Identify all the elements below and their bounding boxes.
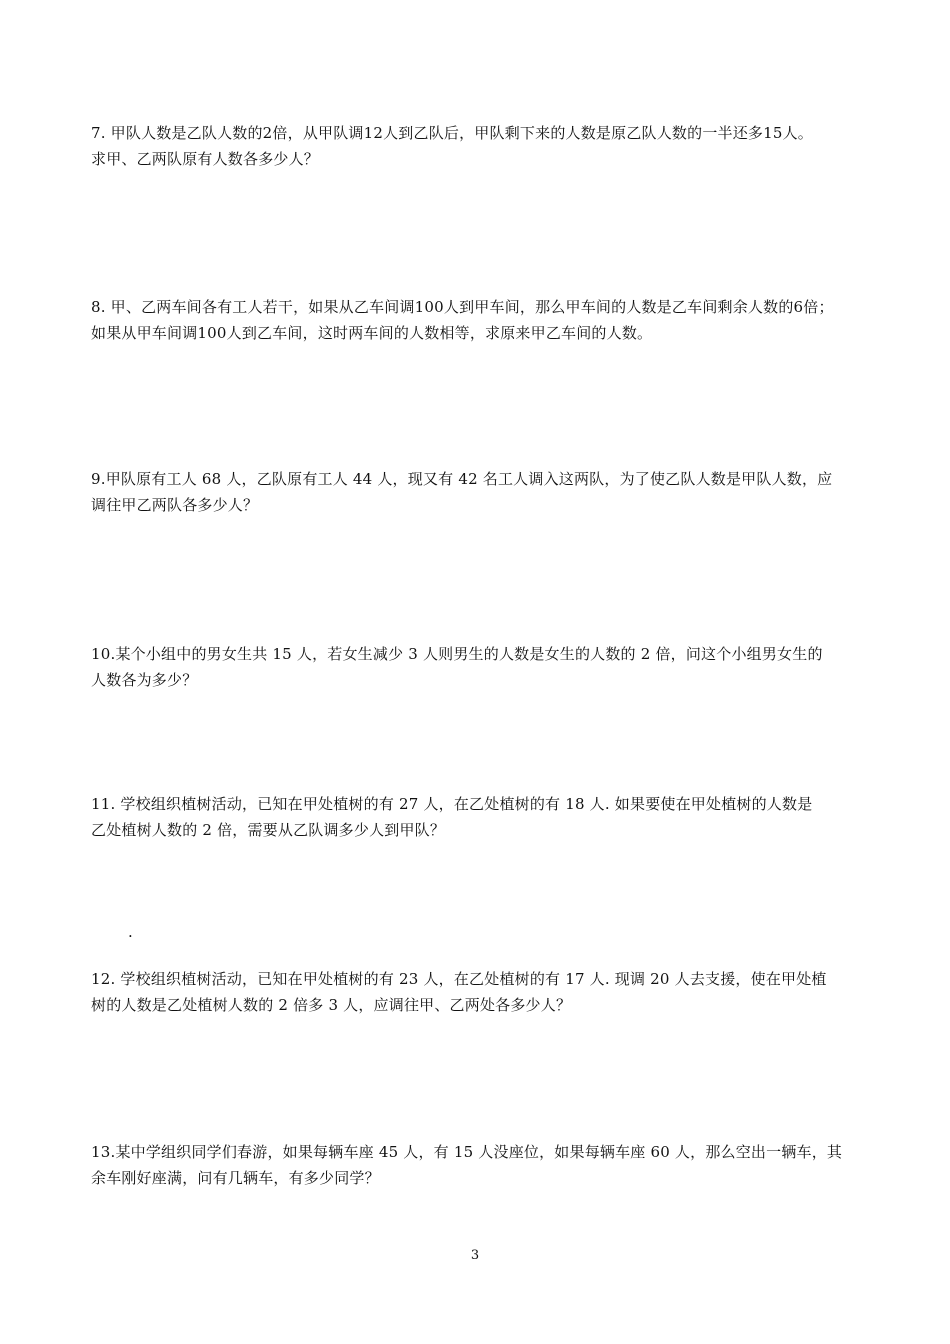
problem-8-line-2: 如果从甲车间调100人到乙车间，这时两车间的人数相等，求原来甲乙车间的人数。 bbox=[91, 324, 653, 342]
problem-9-line-2: 调往甲乙两队各多少人？ bbox=[91, 496, 259, 514]
problem-10 bbox=[91, 641, 873, 693]
problem-13-line-2: 余车刚好座满，问有几辆车，有多少同学？ bbox=[91, 1169, 380, 1187]
problem-12 bbox=[91, 966, 873, 1018]
page-number: 3 bbox=[470, 1248, 480, 1263]
problem-11 bbox=[91, 791, 873, 843]
problem-9 bbox=[91, 466, 873, 518]
problem-7-line-2: 求甲、乙两队原有人数各多少人？ bbox=[91, 150, 320, 168]
problem-7 bbox=[91, 120, 873, 172]
problem-8 bbox=[91, 294, 873, 346]
problem-13-line-1: 13.某中学组织同学们春游，如果每辆车座 45 人，有 15 人没座位，如果每辆车座 60 人，那么空出一辆车，其 bbox=[91, 1143, 843, 1161]
problem-13 bbox=[91, 1139, 873, 1191]
problem-8-line-1: 8. 甲、乙两车间各有工人若干，如果从乙车间调100人到甲车间，那么甲车间的人数是乙车间剩余人数的6倍； bbox=[91, 298, 834, 316]
problem-10-line-1: 10.某个小组中的男女生共 15 人，若女生减少 3 人则男生的人数是女生的人数的 2 倍，问这个小组男女生的 bbox=[91, 645, 823, 663]
problem-12-line-2: 树的人数是乙处植树人数的 2 倍多 3 人，应调往甲、乙两处各多少人？ bbox=[91, 996, 572, 1014]
problem-11-line-2: 乙处植树人数的 2 倍，需要从乙队调多少人到甲队？ bbox=[91, 821, 446, 839]
problem-9-line-1: 9.甲队原有工人 68 人，乙队原有工人 44 人，现又有 42 名工人调入这两队，为了使乙队人数是甲队人数，应 bbox=[91, 470, 833, 488]
problem-7-line-1: 7. 甲队人数是乙队人数的2倍，从甲队调12人到乙队后，甲队剩下来的人数是原乙队人数的一半还多15人。 bbox=[91, 124, 814, 142]
problem-10-line-2: 人数各为多少？ bbox=[91, 671, 198, 689]
problem-12-line-1: 12. 学校组织植树活动，已知在甲处植树的有 23 人，在乙处植树的有 17 人. 现调 20 人去支援，使在甲处植 bbox=[91, 970, 827, 988]
stray-mark: . bbox=[128, 923, 133, 941]
problem-11-line-1: 11. 学校组织植树活动，已知在甲处植树的有 27 人，在乙处植树的有 18 人. 如果要使在甲处植树的人数是 bbox=[91, 795, 813, 813]
